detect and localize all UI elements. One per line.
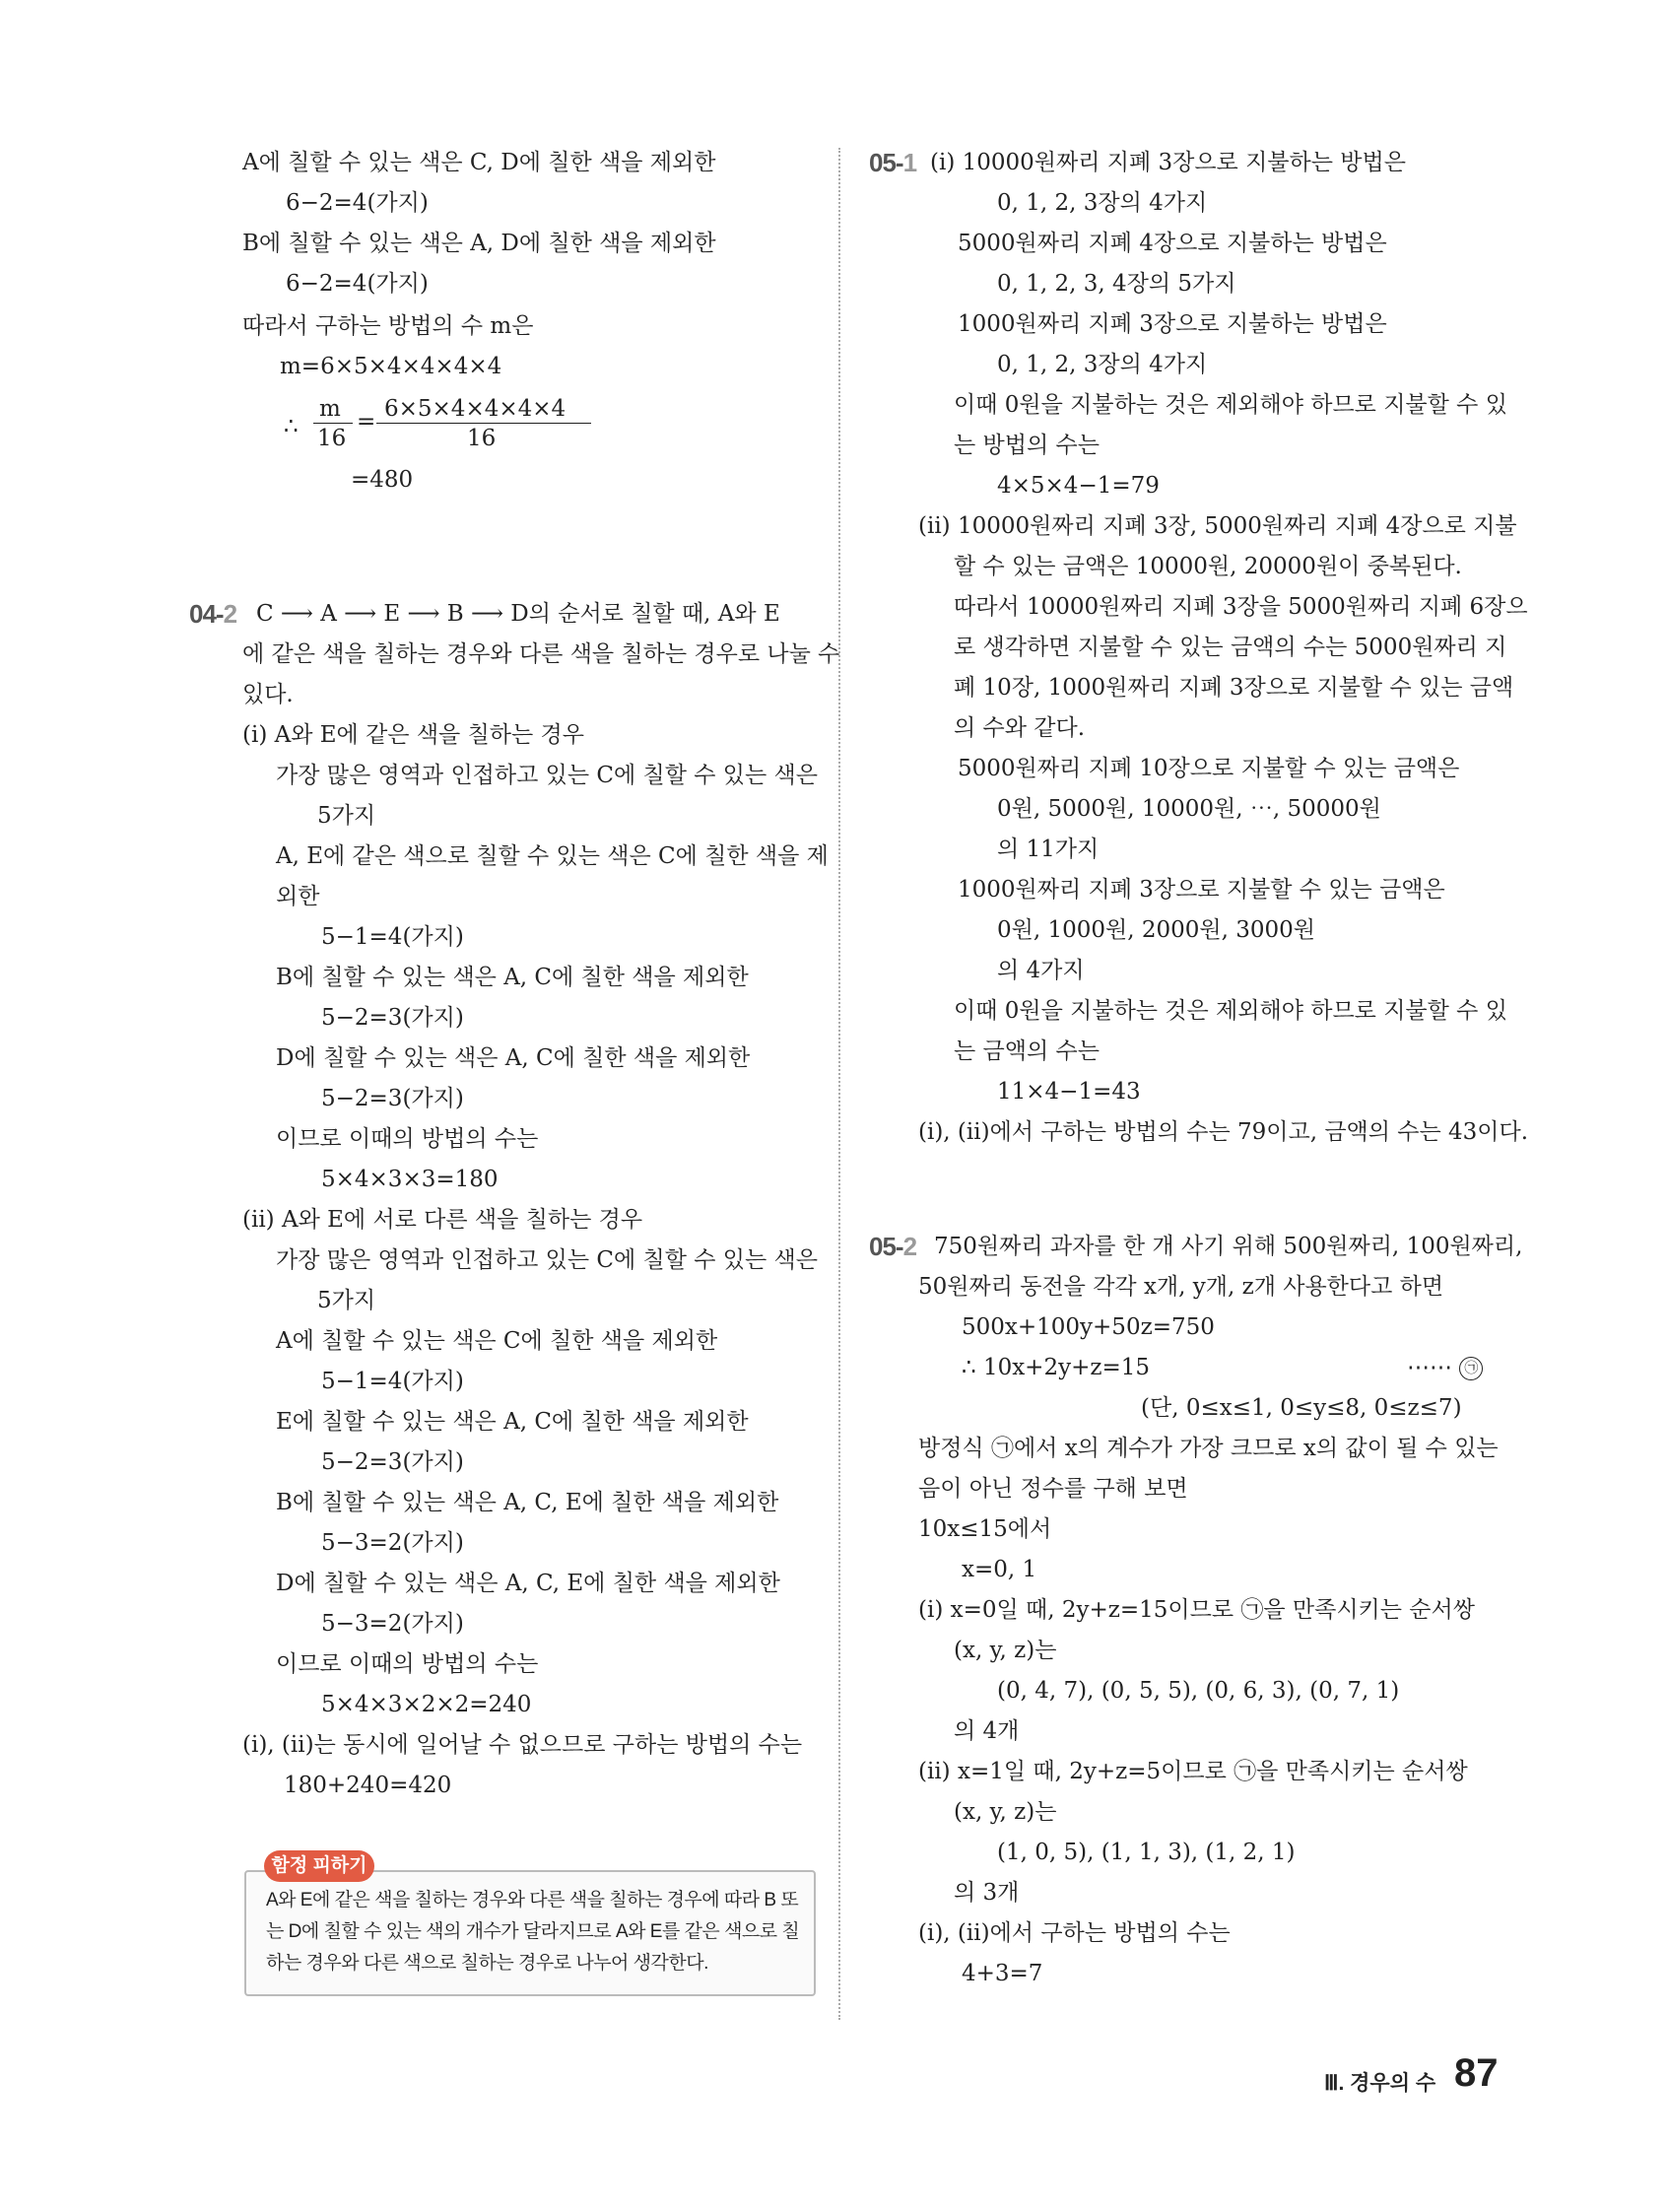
text-line: 4×5×4−1=79 bbox=[997, 473, 1160, 499]
equation-marker-circled: ㉠ bbox=[1459, 1357, 1483, 1380]
text-line: 에 같은 색을 칠하는 경우와 다른 색을 칠하는 경우로 나눌 수 bbox=[242, 641, 840, 667]
text-line: D에 칠할 수 있는 색은 A, C에 칠한 색을 제외한 bbox=[276, 1045, 751, 1071]
text-line: 이때 0원을 지불하는 것은 제외해야 하므로 지불할 수 있 bbox=[954, 392, 1507, 418]
text-line: 5−2=3(가지) bbox=[321, 1005, 464, 1031]
page-number: 87 bbox=[1454, 2051, 1499, 2095]
case-heading: (ⅰ) x=0일 때, 2y+z=15이므로 ㉠을 만족시키는 순서쌍 bbox=[918, 1597, 1475, 1623]
fraction-bar bbox=[376, 423, 591, 424]
text-line: 음이 아닌 정수를 구해 보면 bbox=[918, 1476, 1188, 1502]
problem-label-05-2 bbox=[869, 1232, 916, 1262]
text-line: 6−2=4(가지) bbox=[286, 271, 429, 297]
fraction-denominator: 16 bbox=[317, 426, 347, 451]
text-line: 5−1=4(가지) bbox=[321, 924, 464, 950]
text-line: 이므로 이때의 방법의 수는 bbox=[276, 1126, 539, 1152]
problem-label-05-1 bbox=[869, 148, 916, 178]
text-line: 의 4개 bbox=[954, 1718, 1020, 1744]
tip-text-line: A와 E에 같은 색을 칠하는 경우와 다른 색을 칠하는 경우에 따라 B 또 bbox=[266, 1890, 799, 1910]
text-line: 5×4×3×2×2=240 bbox=[321, 1692, 532, 1717]
text-line: (1, 0, 5), (1, 1, 3), (1, 2, 1) bbox=[997, 1840, 1296, 1865]
problem-label-main: 05- bbox=[869, 1232, 903, 1261]
text-line: 방정식 ㉠에서 x의 계수가 가장 크므로 x의 값이 될 수 있는 bbox=[918, 1436, 1499, 1461]
text-line: (ⅰ), (ⅱ)에서 구하는 방법의 수는 79이고, 금액의 수는 43이다. bbox=[918, 1119, 1529, 1145]
problem-label-number: 2 bbox=[902, 1232, 917, 1261]
text-line: 따라서 10000원짜리 지폐 3장을 5000원짜리 지폐 6장으 bbox=[954, 594, 1528, 620]
text-line: 5−3=2(가지) bbox=[321, 1530, 464, 1556]
text-line: 이므로 이때의 방법의 수는 bbox=[276, 1651, 539, 1677]
text-line: C ⟶ A ⟶ E ⟶ B ⟶ D의 순서로 칠할 때, A와 E bbox=[256, 601, 780, 627]
fraction-denominator: 16 bbox=[467, 426, 497, 451]
text-line: 5−2=3(가지) bbox=[321, 1449, 464, 1475]
text-line: 외한 bbox=[276, 884, 320, 909]
fraction-numerator: m bbox=[319, 396, 341, 422]
text-line: 10x≤15에서 bbox=[918, 1516, 1052, 1542]
equation-marker-dots: ⋯⋯ bbox=[1407, 1355, 1452, 1380]
text-line: A, E에 같은 색으로 칠할 수 있는 색은 C에 칠한 색을 제 bbox=[276, 843, 829, 869]
text-line: 5−3=2(가지) bbox=[321, 1611, 464, 1637]
text-line: 가장 많은 영역과 인접하고 있는 C에 칠할 수 있는 색은 bbox=[276, 763, 818, 788]
text-line: 0원, 1000원, 2000원, 3000원 bbox=[997, 917, 1315, 943]
text-line: 1000원짜리 지폐 3장으로 지불하는 방법은 bbox=[958, 311, 1387, 337]
text-line: E에 칠할 수 있는 색은 A, C에 칠한 색을 제외한 bbox=[276, 1409, 749, 1435]
text-line: 의 수와 같다. bbox=[954, 715, 1086, 741]
text-line: 6−2=4(가지) bbox=[286, 190, 429, 216]
text-line: (ⅰ), (ⅱ)에서 구하는 방법의 수는 bbox=[918, 1920, 1231, 1946]
text-line: 이때 0원을 지불하는 것은 제외해야 하므로 지불할 수 있 bbox=[954, 998, 1507, 1024]
text-line: 0, 1, 2, 3, 4장의 5가지 bbox=[997, 271, 1236, 297]
text-line: 0원, 5000원, 10000원, ⋯, 50000원 bbox=[997, 796, 1381, 822]
equals-sign: = bbox=[357, 409, 376, 435]
text-line: (ⅰ), (ⅱ)는 동시에 일어날 수 없으므로 구하는 방법의 수는 bbox=[242, 1732, 803, 1758]
text-line: 의 11가지 bbox=[997, 837, 1100, 862]
equation-line: ∴ 10x+2y+z=15 bbox=[962, 1355, 1151, 1380]
text-line: 는 방법의 수는 bbox=[954, 433, 1100, 458]
text-line: (x, y, z)는 bbox=[954, 1638, 1057, 1663]
text-line: D에 칠할 수 있는 색은 A, C, E에 칠한 색을 제외한 bbox=[276, 1571, 780, 1596]
text-line: 5가지 bbox=[317, 1288, 376, 1313]
text-line: 5000원짜리 지폐 10장으로 지불할 수 있는 금액은 bbox=[958, 756, 1460, 781]
column-divider bbox=[838, 148, 840, 2020]
problem-label-main: 05- bbox=[869, 148, 903, 177]
text-line: 5가지 bbox=[317, 803, 376, 829]
text-line: 11×4−1=43 bbox=[997, 1079, 1141, 1105]
text-line: 0, 1, 2, 3장의 4가지 bbox=[997, 352, 1208, 377]
text-line: 5×4×3×3=180 bbox=[321, 1167, 499, 1192]
equation-marker bbox=[1407, 1353, 1483, 1382]
tip-badge: 함정 피하기 bbox=[264, 1850, 374, 1882]
text-line: 따라서 구하는 방법의 수 m은 bbox=[242, 313, 534, 339]
case-heading: (ⅱ) A와 E에 서로 다른 색을 칠하는 경우 bbox=[242, 1207, 643, 1233]
text-line: 5000원짜리 지폐 4장으로 지불하는 방법은 bbox=[958, 231, 1387, 256]
chapter-label: Ⅲ. 경우의 수 bbox=[1324, 2072, 1436, 2095]
text-line: 5−2=3(가지) bbox=[321, 1086, 464, 1111]
text-line: 0, 1, 2, 3장의 4가지 bbox=[997, 190, 1208, 216]
text-line: B에 칠할 수 있는 색은 A, C에 칠한 색을 제외한 bbox=[276, 965, 749, 990]
text-line: B에 칠할 수 있는 색은 A, C, E에 칠한 색을 제외한 bbox=[276, 1490, 779, 1515]
text-line: 할 수 있는 금액은 10000원, 20000원이 중복된다. bbox=[954, 554, 1462, 579]
text-line: 로 생각하면 지불할 수 있는 금액의 수는 5000원짜리 지 bbox=[954, 635, 1507, 660]
text-line: x=0, 1 bbox=[962, 1557, 1037, 1582]
case-heading: (ⅰ) 10000원짜리 지폐 3장으로 지불하는 방법은 bbox=[930, 150, 1406, 175]
text-line: 4+3=7 bbox=[962, 1961, 1043, 1986]
problem-label-number: 1 bbox=[902, 148, 917, 177]
text-line: 5−1=4(가지) bbox=[321, 1369, 464, 1394]
text-line: 1000원짜리 지폐 3장으로 지불할 수 있는 금액은 bbox=[958, 877, 1445, 903]
case-heading: (ⅱ) 10000원짜리 지폐 3장, 5000원짜리 지폐 4장으로 지불 bbox=[918, 513, 1517, 539]
problem-label-main: 04- bbox=[189, 599, 224, 629]
tip-text-line: 는 D에 칠할 수 있는 색의 개수가 달라지므로 A와 E를 같은 색으로 칠 bbox=[266, 1921, 800, 1942]
text-line: 50원짜리 동전을 각각 x개, y개, z개 사용한다고 하면 bbox=[918, 1274, 1444, 1300]
text-line: 의 4가지 bbox=[997, 958, 1085, 983]
text-line: (0, 4, 7), (0, 5, 5), (0, 6, 3), (0, 7, 1) bbox=[997, 1678, 1400, 1704]
text-line: 폐 10장, 1000원짜리 지폐 3장으로 지불할 수 있는 금액 bbox=[954, 675, 1514, 701]
text-line: B에 칠할 수 있는 색은 A, D에 칠한 색을 제외한 bbox=[242, 231, 716, 256]
text-line: 의 3개 bbox=[954, 1880, 1020, 1906]
therefore-symbol: ∴ bbox=[284, 414, 299, 439]
tip-text-line: 하는 경우와 다른 색으로 칠하는 경우로 나누어 생각한다. bbox=[266, 1953, 708, 1974]
fraction-numerator: 6×5×4×4×4×4 bbox=[384, 396, 567, 422]
problem-label-number: 2 bbox=[223, 599, 237, 629]
condition-line: (단, 0≤x≤1, 0≤y≤8, 0≤z≤7) bbox=[1141, 1395, 1462, 1421]
case-heading: (ⅰ) A와 E에 같은 색을 칠하는 경우 bbox=[242, 722, 584, 748]
fraction-bar bbox=[313, 423, 353, 424]
text-line: 는 금액의 수는 bbox=[954, 1039, 1100, 1064]
text-line: (x, y, z)는 bbox=[954, 1799, 1057, 1825]
case-heading: (ⅱ) x=1일 때, 2y+z=5이므로 ㉠을 만족시키는 순서쌍 bbox=[918, 1759, 1468, 1784]
fraction-result: =480 bbox=[351, 467, 414, 493]
text-line: 180+240=420 bbox=[284, 1773, 452, 1798]
text-line: A에 칠할 수 있는 색은 C, D에 칠한 색을 제외한 bbox=[242, 150, 716, 175]
text-line: A에 칠할 수 있는 색은 C에 칠한 색을 제외한 bbox=[276, 1328, 718, 1354]
text-line: 가장 많은 영역과 인접하고 있는 C에 칠할 수 있는 색은 bbox=[276, 1247, 818, 1273]
equation-line: 500x+100y+50z=750 bbox=[962, 1314, 1215, 1340]
problem-label-04-2 bbox=[189, 599, 236, 630]
text-line: m=6×5×4×4×4×4 bbox=[280, 354, 502, 379]
text-line: 750원짜리 과자를 한 개 사기 위해 500원짜리, 100원짜리, bbox=[934, 1234, 1523, 1259]
text-line: 있다. bbox=[242, 682, 294, 707]
